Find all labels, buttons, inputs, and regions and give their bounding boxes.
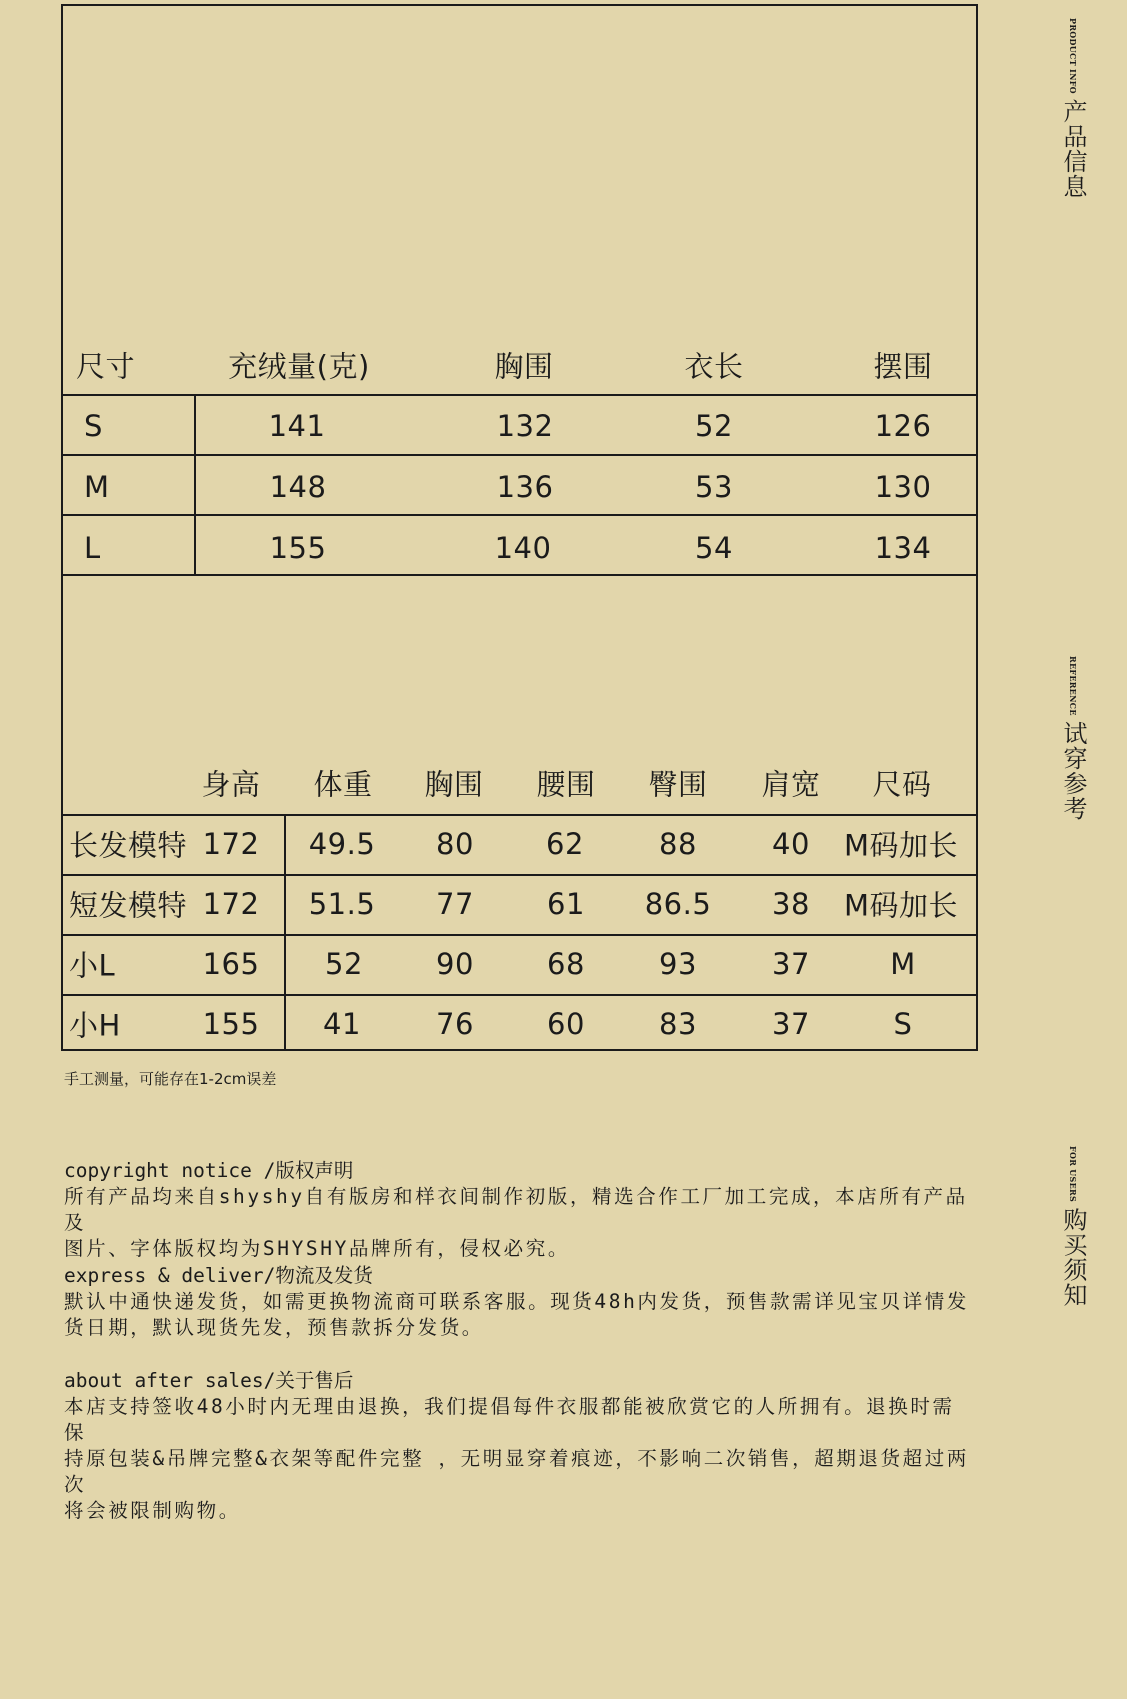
model-name-cell: 长发模特 bbox=[69, 828, 188, 863]
section-heading: copyright notice /版权声明 bbox=[64, 1159, 354, 1182]
size-table-rule bbox=[61, 514, 978, 516]
model-cell: 51.5 bbox=[308, 887, 376, 921]
model-cell: 52 bbox=[325, 947, 363, 981]
model-cell: 77 bbox=[436, 887, 474, 921]
model-header-cell: 体重 bbox=[313, 767, 373, 802]
size-cell: 53 bbox=[695, 470, 733, 504]
size-cell: 52 bbox=[695, 409, 733, 443]
size-cell: 148 bbox=[269, 470, 327, 504]
side-label-zh: 购买须知 bbox=[1059, 1207, 1087, 1308]
model-cell: 86.5 bbox=[644, 887, 712, 921]
size-cell: M bbox=[84, 470, 110, 504]
model-cell: 88 bbox=[659, 827, 697, 861]
size-cell: 54 bbox=[695, 531, 733, 565]
model-cell: 155 bbox=[202, 1007, 260, 1041]
size-cell: 130 bbox=[874, 470, 932, 504]
model-cell: 40 bbox=[772, 827, 810, 861]
model-cell: 172 bbox=[202, 887, 260, 921]
model-header-cell: 肩宽 bbox=[761, 767, 821, 802]
size-table-rule bbox=[61, 454, 978, 456]
model-cell: 93 bbox=[659, 947, 697, 981]
model-cell: M码加长 bbox=[843, 888, 959, 923]
model-table-rule bbox=[61, 814, 978, 816]
size-header-cell: 尺寸 bbox=[76, 349, 136, 384]
model-cell: 37 bbox=[772, 947, 810, 981]
section-heading: express & deliver/物流及发货 bbox=[64, 1264, 373, 1287]
model-cell: 37 bbox=[772, 1007, 810, 1041]
model-cell: 80 bbox=[436, 827, 474, 861]
model-table-divider bbox=[284, 814, 286, 1051]
size-cell: 126 bbox=[874, 409, 932, 443]
model-cell: 83 bbox=[659, 1007, 697, 1041]
model-cell: 62 bbox=[546, 827, 584, 861]
size-cell: 136 bbox=[496, 470, 554, 504]
size-table-rule bbox=[61, 574, 978, 576]
model-header-cell: 臀围 bbox=[648, 767, 708, 802]
size-cell: 134 bbox=[874, 531, 932, 565]
model-cell: 172 bbox=[202, 827, 260, 861]
side-label-for-users bbox=[1056, 1146, 1091, 1307]
model-cell: 68 bbox=[547, 947, 585, 981]
section-line: 持原包装&吊牌完整&衣架等配件完整 ，无明显穿着痕迹，不影响二次销售，超期退货超过两次 bbox=[64, 1447, 969, 1496]
model-cell: 49.5 bbox=[308, 827, 376, 861]
model-table-rule bbox=[61, 934, 978, 936]
model-name-cell: 短发模特 bbox=[69, 888, 188, 923]
size-cell: S bbox=[84, 409, 103, 443]
size-header-cell: 充绒量(克) bbox=[228, 349, 370, 384]
copyright-section bbox=[64, 1158, 976, 1262]
model-cell: M bbox=[890, 947, 916, 981]
model-table-rule bbox=[61, 994, 978, 996]
model-cell: 90 bbox=[436, 947, 474, 981]
model-cell: 165 bbox=[202, 947, 260, 981]
size-cell: 155 bbox=[269, 531, 327, 565]
section-line: 图片、字体版权均为SHYSHY品牌所有，侵权必究。 bbox=[64, 1237, 570, 1260]
model-cell: 61 bbox=[547, 887, 585, 921]
size-header-cell: 衣长 bbox=[684, 349, 744, 384]
tables-frame bbox=[61, 4, 978, 1051]
section-line: 默认中通快递发货，如需更换物流商可联系客服。现货48h内发货，预售款需详见宝贝详情发 bbox=[64, 1290, 969, 1313]
size-table-divider bbox=[194, 394, 196, 575]
side-label-zh: 试穿参考 bbox=[1059, 720, 1087, 821]
model-cell: 60 bbox=[547, 1007, 585, 1041]
size-cell: L bbox=[84, 531, 101, 565]
model-header-cell: 腰围 bbox=[536, 767, 596, 802]
model-cell: 38 bbox=[772, 887, 810, 921]
size-table-rule bbox=[61, 394, 978, 396]
model-table-rule bbox=[61, 874, 978, 876]
side-label-en: PRODUCT INFO bbox=[1068, 18, 1078, 94]
size-cell: 140 bbox=[494, 531, 552, 565]
size-cell: 141 bbox=[268, 409, 326, 443]
side-label-reference bbox=[1056, 656, 1091, 821]
after-sales-section bbox=[64, 1368, 976, 1524]
size-cell: 132 bbox=[496, 409, 554, 443]
model-name-cell: 小H bbox=[69, 1008, 121, 1043]
section-line: 将会被限制购物。 bbox=[64, 1499, 241, 1522]
model-cell: M码加长 bbox=[843, 828, 959, 863]
model-header-cell: 尺码 bbox=[872, 767, 932, 802]
model-header-cell: 身高 bbox=[201, 767, 261, 802]
size-header-cell: 摆围 bbox=[873, 349, 933, 384]
model-cell: S bbox=[893, 1007, 913, 1041]
side-label-zh: 产品信息 bbox=[1059, 99, 1087, 200]
side-label-en: FOR USERS bbox=[1068, 1146, 1078, 1203]
side-label-en: REFERENCE bbox=[1068, 656, 1078, 716]
section-line: 本店支持签收48小时内无理由退换，我们提倡每件衣服都能被欣赏它的人所拥有。退换时需保 bbox=[64, 1395, 955, 1444]
model-name-cell: 小L bbox=[69, 948, 116, 983]
section-heading: about after sales/关于售后 bbox=[64, 1369, 354, 1392]
section-line: 所有产品均来自shyshy自有版房和样衣间制作初版，精选合作工厂加工完成，本店所有产品及 bbox=[64, 1185, 968, 1234]
measurement-note: 手工测量，可能存在1-2cm误差 bbox=[64, 1070, 277, 1088]
side-label-product-info bbox=[1056, 18, 1091, 199]
size-header-cell: 胸围 bbox=[494, 349, 554, 384]
section-line: 货日期，默认现货先发，预售款拆分发货。 bbox=[64, 1316, 484, 1339]
model-header-cell: 胸围 bbox=[424, 767, 484, 802]
model-cell: 41 bbox=[323, 1007, 361, 1041]
model-cell: 76 bbox=[436, 1007, 474, 1041]
delivery-section bbox=[64, 1263, 976, 1341]
